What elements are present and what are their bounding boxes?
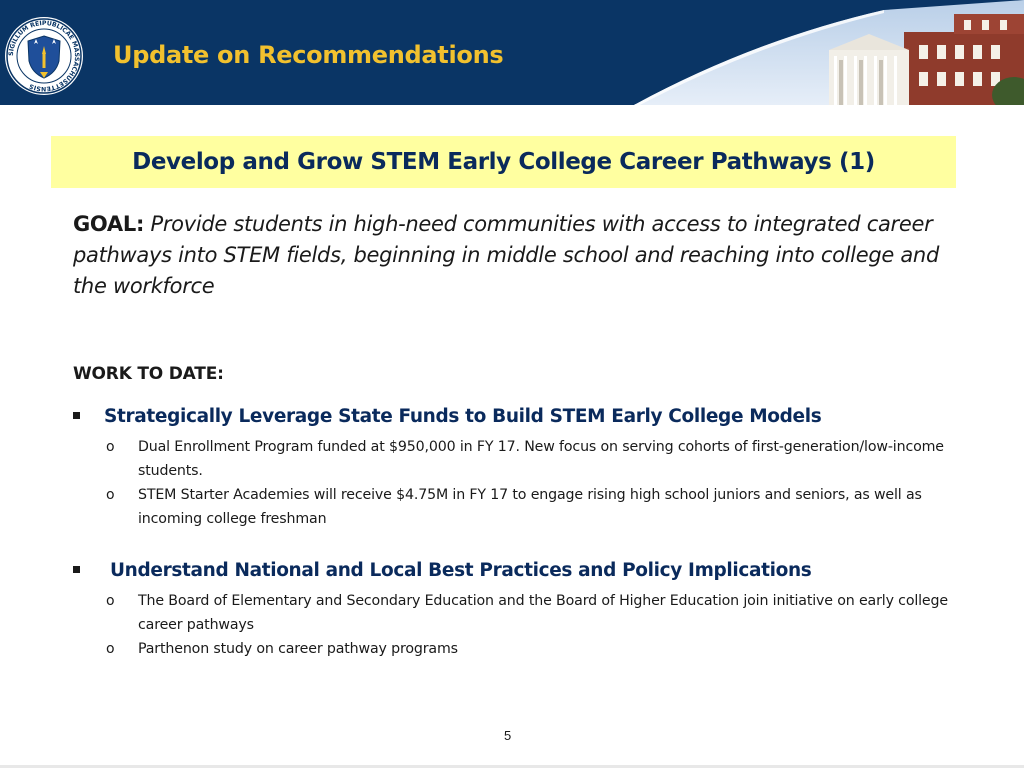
header-title: Update on Recommendations bbox=[113, 41, 504, 69]
massachusetts-seal-icon bbox=[4, 16, 84, 96]
goal-label: GOAL: bbox=[73, 212, 145, 236]
section-heading bbox=[73, 560, 973, 581]
header-bar bbox=[0, 0, 1024, 105]
square-bullet-icon bbox=[73, 412, 80, 419]
work-section bbox=[73, 560, 973, 661]
list-item-text: STEM Starter Academies will receive $4.75M in FY 17 to engage rising high school juniors and seniors, as well as incoming college freshman bbox=[138, 487, 922, 527]
goal-statement bbox=[73, 209, 973, 302]
square-bullet-icon bbox=[73, 566, 80, 573]
list-item bbox=[73, 435, 973, 483]
list-item-text: Parthenon study on career pathway programs bbox=[138, 641, 458, 657]
list-item-text: The Board of Elementary and Secondary Education and the Board of Higher Education join initiative on early college career pathways bbox=[138, 593, 948, 633]
statehouse-image bbox=[634, 0, 1024, 105]
seal-text: SIGILLUM REIPUBLICAE MASSACHUSETTENSIS bbox=[7, 19, 81, 93]
page-number: 5 bbox=[504, 728, 512, 743]
banner-title: Develop and Grow STEM Early College Career Pathways (1) bbox=[132, 149, 875, 175]
list-item bbox=[73, 637, 973, 661]
section-heading-text: Strategically Leverage State Funds to Build STEM Early College Models bbox=[104, 406, 822, 427]
work-section bbox=[73, 406, 973, 531]
circle-bullet-icon: o bbox=[106, 487, 115, 503]
circle-bullet-icon: o bbox=[106, 439, 115, 455]
section-banner bbox=[51, 136, 956, 188]
section-heading-text: Understand National and Local Best Practices and Policy Implications bbox=[110, 560, 812, 581]
list-item bbox=[73, 483, 973, 531]
circle-bullet-icon: o bbox=[106, 593, 115, 609]
sub-list bbox=[73, 589, 973, 661]
circle-bullet-icon: o bbox=[106, 641, 115, 657]
section-heading bbox=[73, 406, 973, 427]
work-to-date-label: WORK TO DATE: bbox=[73, 364, 224, 384]
list-item-text: Dual Enrollment Program funded at $950,000 in FY 17. New focus on serving cohorts of first-generation/low-income students. bbox=[138, 439, 944, 479]
goal-text: Provide students in high-need communities with access to integrated career pathways into STEM fields, beginning in middle school and reaching into college and the workforce bbox=[73, 212, 939, 298]
list-item bbox=[73, 589, 973, 637]
sub-list bbox=[73, 435, 973, 531]
